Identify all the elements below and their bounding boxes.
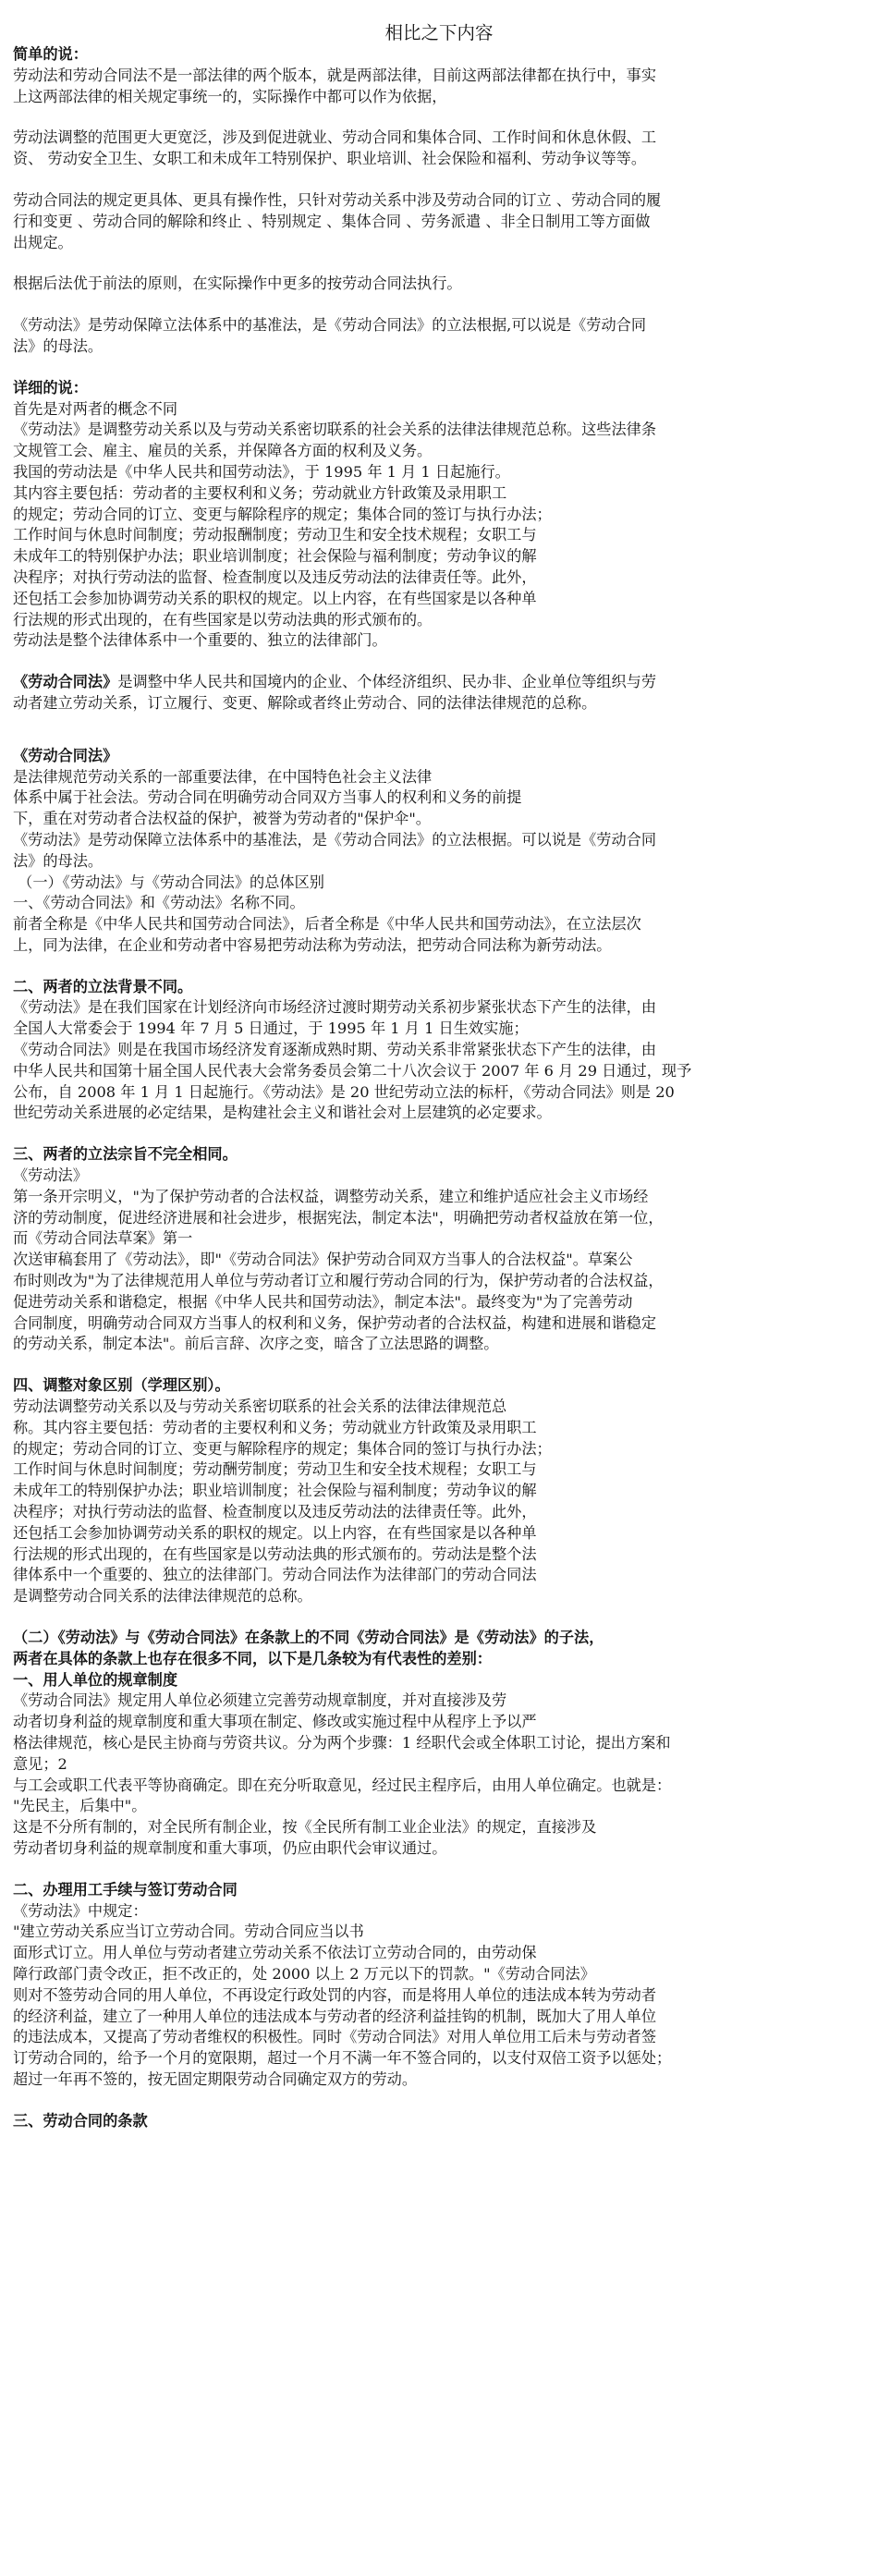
section-4-heading: 四、调整对象区别（学理区别）。 [13,1376,230,1395]
labor-contract-law-heading: 《劳动合同法》 [13,746,118,764]
document-title: 相比之下内容 [384,22,494,43]
section-2-heading: 二、两者的立法背景不同。 [13,977,193,995]
brief-paragraph-1: 劳动法和劳动合同法不是一部法律的两个版本，就是两部法律，目前这两部法律都在执行中，事实 上这两部法律的相关规定事统一的，实际操作中都可以作为依据， [13,66,657,105]
brief-paragraph-4: 根据后法优于前法的原则，在实际操作中更多的按劳动合同法执行。 [13,275,462,293]
section-2-body: 《劳动法》是在我们国家在计划经济向市场经济过渡时期劳动关系初步紧张状态下产生的法律，由 全国人大常委会于 1994 年 7 月 5 日通过，于 1995 年 1 月 1 日生效实施； 《劳动合同法》则是在我国市场经济发育逐渐成熟时期、劳动关系非常紧张状态下产生的法律，由 中华人民共和国第十届全国人民代表大会常务委员会第二十八次会议于 2007 年 6 月 29 日通过，现予 公布，自 2008 年 1 月 1 日起施行。《劳动法》是 20 世纪劳动立法的标杆，《劳动合同法》则是 20 世纪劳动关系进展的必定结果，是构建社会主义和谐社会对上层建筑的必定要求。 [13,998,692,1122]
detail-paragraph-3: 是法律规范劳动关系的一部重要法律，在中国特色社会主义法律 体系中属于社会法。劳动合同在明确劳动合同双方当事人的权利和义务的前提 下，重在对劳动者合法权益的保护，被誉为劳动者的"保护伞"。 《劳动法》是劳动保障立法体系中的基准法，是《劳动合同法》的立法根据。可以说是《劳动合同 法》的母法。 （一）《劳动法》与《劳动合同法》的总体区别 一、《劳动合同法》和《劳动法》名称不同。 前者全称是《中华人民共和国劳动合同法》，后者全称是《中华人民共和国劳动法》，在立法层次 上，同为法律，在企业和劳动者中容易把劳动法称为劳动法，把劳动合同法称为新劳动法。 [13,767,657,954]
labor-contract-law-bold: 《劳动合同法》 [13,673,118,691]
clause-difference-heading: （二）《劳动法》与《劳动合同法》在条款上的不同《劳动合同法》是《劳动法》的子法， 两者在具体的条款上也存在很多不同，以下是几条较为有代表性的差别： [13,1629,604,1667]
sub-1-body: 《劳动合同法》规定用人单位必须建立完善劳动规章制度，并对直接涉及劳 动者切身利益的规章制度和重大事项在制定、修改或实施过程中从程序上予以严 格法律规范，核心是民主协商与劳资共议。分为两个步骤：1 经职代会或全体职工讨论，提出方案和 意见；2 与工会或职工代表平等协商确定。即在充分听取意见，经过民主程序后，由用人单位确定。也就是： "先民主，后集中"。 这是不分所有制的，对全民所有制企业，按《全民所有制工业企业法》的规定，直接涉及 劳动者切身利益的规章制度和重大事项，仍应由职代会审议通过。 [13,1691,672,1857]
brief-paragraph-5: 《劳动法》是劳动保障立法体系中的基准法，是《劳动合同法》的立法根据,可以说是《劳动合同 法》的母法。 [13,316,647,355]
section-4-body: 劳动法调整劳动关系以及与劳动关系密切联系的社会关系的法律法律规范总 称。其内容主要包括：劳动者的主要权利和义务；劳动就业方针政策及录用职工 的规定；劳动合同的订立、变更与解除程序的规定；集体合同的签订与执行办法； 工作时间与休息时间制度；劳动酬劳制度；劳动卫生和安全技术规程；女职工与 未成年工的特别保护办法；职业培训制度；社会保险与福利制度；劳动争议的解 决程序；对执行劳动法的监督、检查制度以及违反劳动法的法律责任等。此外， 还包括工会参加协调劳动关系的职权的规定。以上内容，在有些国家是以各种单 行法规的形式出现的，在有些国家是以劳动法典的形式颁布的。劳动法是整个法 律体系中一个重要的、独立的法律部门。劳动合同法作为法律部门的劳动合同法 是调整劳动合同关系的法律法律规范的总称。 [13,1398,552,1605]
brief-paragraph-2: 劳动法调整的范围更大更宽泛，涉及到促进就业、劳动合同和集体合同、工作时间和休息休假、工 资、 劳动安全卫生、女职工和未成年工特别保护、职业培训、社会保险和福利、劳动争议等等。 [13,128,657,168]
section-3-heading: 三、两者的立法宗旨不完全相同。 [13,1145,238,1164]
sub-1-heading: 一、用人单位的规章制度 [13,1670,178,1689]
sub-2-body: 《劳动法》中规定： "建立劳动关系应当订立劳动合同。劳动合同应当以书 面形式订立。用人单位与劳动者建立劳动关系不依法订立劳动合同的，由劳动保 障行政部门责令改正，拒不改正的，处 2000 以上 2 万元以下的罚款。"《劳动合同法》 则对不签劳动合同的用人单位，不再设定行政处罚的内容，而是将用人单位的违法成本转为劳动者 的经济利益，建立了一种用人单位的违法成本与劳动者的经济利益挂钩的机制，既加大了用人单位 的违法成本，又提高了劳动者维权的积极性。同时《劳动合同法》对用人单位用工后未与劳动者签 订劳动合同的，给予一个月的宽限期，超过一个月不满一年不签合同的，以支付双倍工资予以惩处； 超过一年再不签的，按无固定期限劳动合同确定双方的劳动。 [13,1901,672,2088]
detail-paragraph-1: 首先是对两者的概念不同 《劳动法》是调整劳动关系以及与劳动关系密切联系的社会关系的法律法律规范总称。这些法律条 文规管工会、雇主、雇员的关系，并保障各方面的权利及义务。 我国的劳动法是《中华人民共和国劳动法》，于 1995 年 1 月 1 日起施行。 其内容主要包括：劳动者的主要权利和义务；劳动就业方针政策及录用职工 的规定；劳动合同的订立、变更与解除程序的规定；集体合同的签订与执行办法； 工作时间与休息时间制度；劳动报酬制度；劳动卫生和安全技术规程；女职工与 未成年工的特别保护办法；职业培训制度；社会保险与福利制度；劳动争议的解 决程序；对执行劳动法的监督、检查制度以及违反劳动法的法律责任等。此外， 还包括工会参加协调劳动关系的职权的规定。以上内容，在有些国家是以各种单 行法规的形式出现的，在有些国家是以劳动法典的形式颁布的。 劳动法是整个法律体系中一个重要的、独立的法律部门。 [13,399,657,650]
detail-paragraph-2 [13,672,865,714]
brief-paragraph-3: 劳动合同法的规定更具体、更具有操作性，只针对劳动关系中涉及劳动合同的订立 、劳动合同的履 行和变更 、劳动合同的解除和终止 、特别规定 、集体合同 、劳务派遣 、非全日制用工等方面做 出规定。 [13,190,662,251]
section-3-body: 《劳动法》 第一条开宗明义，"为了保护劳动者的合法权益，调整劳动关系，建立和维护适应社会主义市场经 济的劳动制度，促进经济进展和社会进步，根据宪法，制定本法"，明确把劳动者权益放在第一位， 而《劳动合同法草案》第一 次送审稿套用了《劳动法》，即"《劳动合同法》保护劳动合同双方当事人的合法权益"。草案公 布时则改为"为了法律规范用人单位与劳动者订立和履行劳动合同的行为，保护劳动者的合法权益， 促进劳动关系和谐稳定，根据《中华人民共和国劳动法》，制定本法"。最终变为"为了完善劳动 合同制度，明确劳动合同双方当事人的权利和义务，保护劳动者的合法权益，构建和进展和谐稳定 的劳动关系，制定本法"。前后言辞、次序之变，暗含了立法思路的调整。 [13,1166,664,1353]
detail-heading: 详细的说： [13,378,88,397]
detail-paragraph-2-text: 是调整中华人民共和国境内的企业、个体经济组织、民办非、企业单位等组织与劳 动者建立劳动关系，订立履行、变更、解除或者终止劳动合、同的法律法律规范的总称。 [13,673,657,712]
brief-heading: 简单的说： [13,45,88,63]
sub-3-heading: 三、劳动合同的条款 [13,2111,148,2130]
sub-2-heading: 二、办理用工手续与签订劳动合同 [13,1880,238,1898]
